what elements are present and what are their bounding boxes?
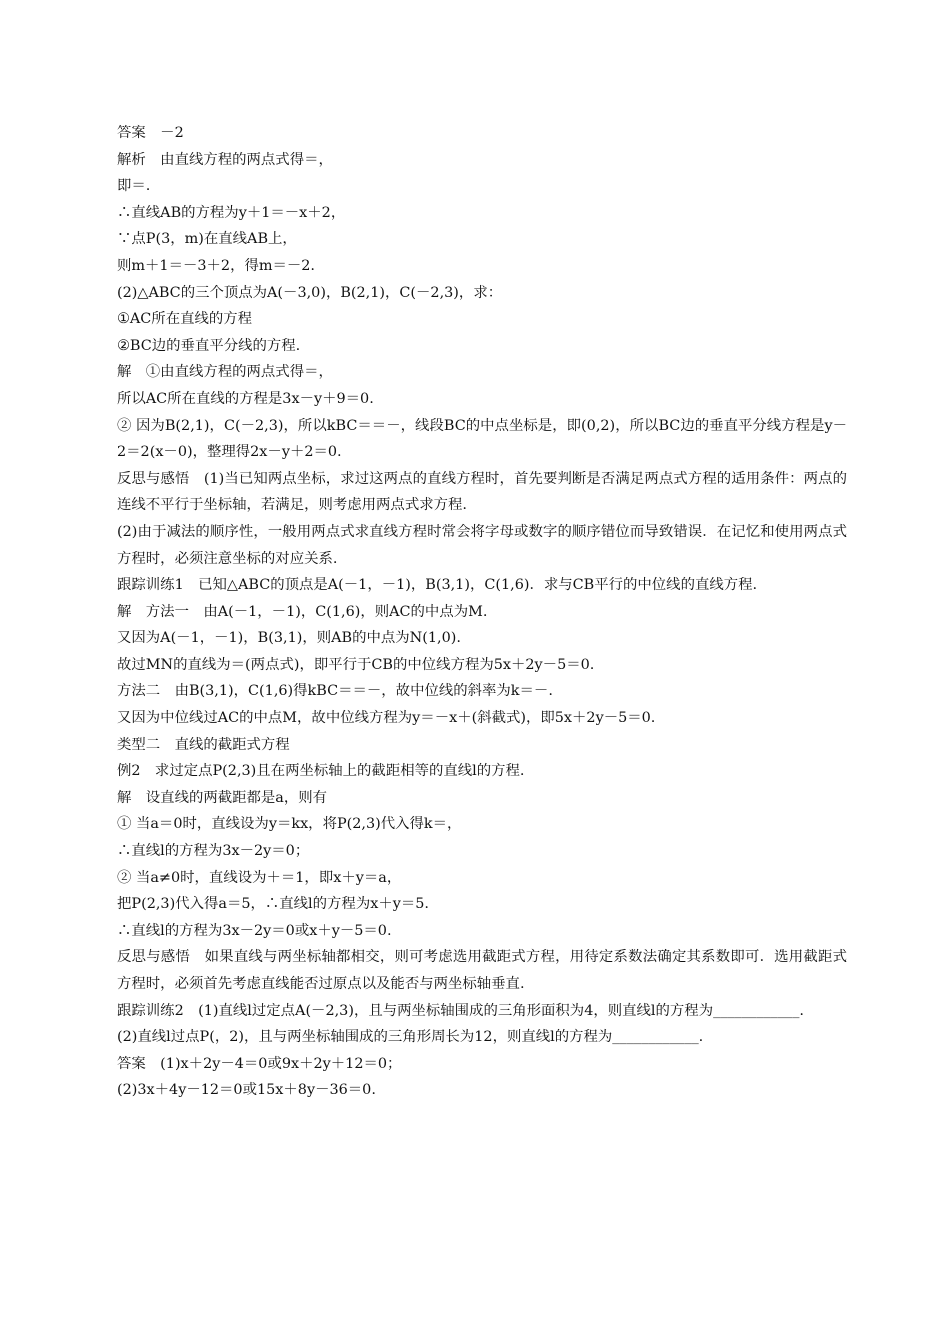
- exercise-paragraph: 跟踪训练1 已知△ABC的顶点是A(－1，－1)，B(3,1)，C(1,6)．求与CB平行的中位线的直线方程.: [117, 577, 758, 594]
- analysis-line: 解析 由直线方程的两点式得＝，: [117, 151, 333, 168]
- text-paragraph: ② 因为B(2,1)，C(－2,3)，所以kBC＝＝－，线段BC的中点坐标是，即(0,2)，所以BC边的垂直平分线方程是y－2＝2(x－0)，整理得2x－y＋2＝0.: [117, 417, 847, 461]
- text-line: ∴直线AB的方程为y＋1＝－x＋2，: [117, 204, 346, 221]
- text-line: ② 当a≠0时，直线设为＋＝1，即x＋y＝a，: [117, 869, 402, 886]
- reflection-paragraph: 反思与感悟 (1)当已知两点坐标，求过这两点的直线方程时，首先要判断是否满足两点式方程的适用条件：两点的连线不平行于坐标轴，若满足，则考虑用两点式求方程.: [117, 470, 847, 514]
- exercise-line: (2)直线l过点P(，2)，且与两坐标轴围成的三角形周长为12，则直线l的方程为____________.: [117, 1029, 704, 1046]
- document-body: [117, 120, 847, 1104]
- answer-line: (2)3x＋4y－12＝0或15x＋8y－36＝0.: [117, 1082, 376, 1099]
- problem-statement: (2)△ABC的三个顶点为A(－3,0)，B(2,1)，C(－2,3)，求：: [117, 284, 503, 301]
- answer-line: 答案 －2: [117, 125, 184, 141]
- reflection-paragraph: 反思与感悟 如果直线与两坐标轴都相交，则可考虑选用截距式方程，用待定系数法确定其系数即可．选用截距式方程时，必须首先考虑直线能否过原点以及能否与两坐标轴垂直.: [117, 949, 847, 992]
- example-line: 例2 求过定点P(2,3)且在两坐标轴上的截距相等的直线l的方程.: [117, 763, 525, 780]
- text-line: 把P(2,3)代入得a＝5，∴直线l的方程为x＋y＝5.: [117, 896, 429, 913]
- text-line: 又因为中位线过AC的中点M，故中位线方程为y＝－x＋(斜截式)，即5x＋2y－5＝0.: [117, 710, 656, 727]
- sub-question: ②BC边的垂直平分线的方程.: [117, 337, 301, 354]
- text-line: ∵点P(3，m)在直线AB上，: [117, 231, 297, 248]
- text-line: 即＝.: [117, 178, 151, 195]
- text-line: 故过MN的直线为＝(两点式)，即平行于CB的中位线方程为5x＋2y－5＝0.: [117, 656, 595, 673]
- text-line: 又因为A(－1，－1)，B(3,1)，则AB的中点为N(1,0).: [117, 630, 461, 647]
- solution-line: 解 设直线的两截距都是a，则有: [117, 789, 328, 806]
- text-line: 则m＋1＝－3＋2，得m＝－2.: [117, 257, 316, 274]
- exercise-paragraph: 跟踪训练2 (1)直线l过定点A(－2,3)，且与两坐标轴围成的三角形面积为4，则直线l的方程为____________.: [117, 1002, 805, 1019]
- solution-line: 解 ①由直线方程的两点式得＝，: [117, 364, 333, 381]
- text-line: ∴直线l的方程为3x－2y＝0；: [117, 843, 310, 860]
- answer-line: 答案 (1)x＋2y－4＝0或9x＋2y＋12＝0；: [117, 1055, 402, 1072]
- solution-line: 解 方法一 由A(－1，－1)，C(1,6)，则AC的中点为M.: [117, 603, 488, 620]
- text-line: 所以AC所在直线的方程是3x－y＋9＝0.: [117, 390, 374, 407]
- text-line: 方法二 由B(3,1)，C(1,6)得kBC＝＝－，故中位线的斜率为k＝－.: [117, 683, 553, 700]
- sub-question: ①AC所在直线的方程: [117, 311, 253, 328]
- section-heading: 类型二 直线的截距式方程: [117, 736, 290, 753]
- reflection-paragraph: (2)由于减法的顺序性，一般用两点式求直线方程时常会将字母或数字的顺序错位而导致错误．在记忆和使用两点式方程时，必须注意坐标的对应关系.: [117, 523, 847, 567]
- text-line: ① 当a＝0时，直线设为y＝kx，将P(2,3)代入得k＝，: [117, 816, 462, 833]
- text-line: ∴直线l的方程为3x－2y＝0或x＋y－5＝0.: [117, 922, 392, 939]
